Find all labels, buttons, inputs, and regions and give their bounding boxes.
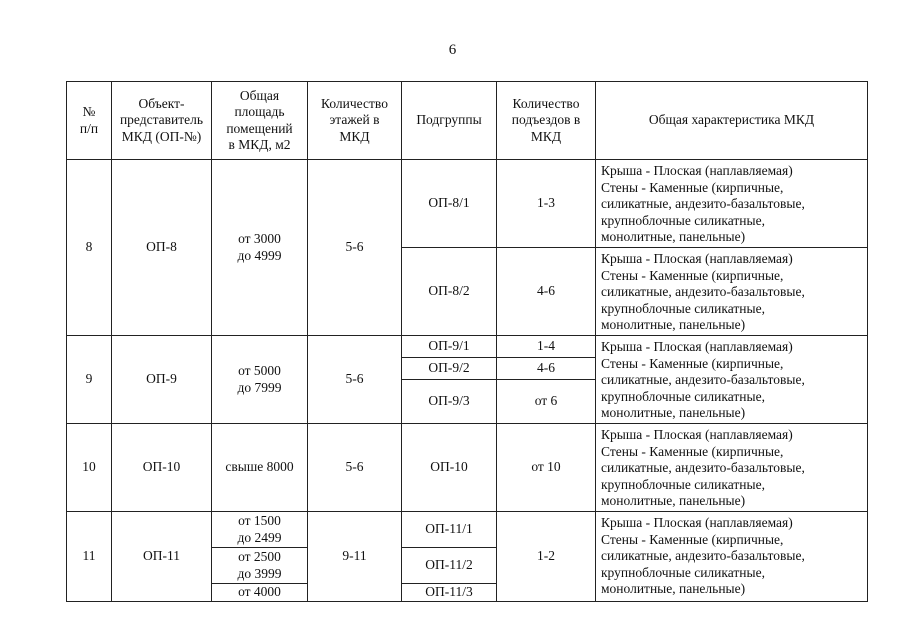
row-subgroup: ОП-9/3 — [402, 380, 497, 424]
row-area: от 4000 — [212, 584, 308, 602]
header-area: Общая площадь помещений в МКД, м2 — [212, 82, 308, 160]
row-entrances: 1-2 — [497, 512, 596, 602]
row-entrances: 1-3 — [497, 160, 596, 248]
row-characteristic: Крыша - Плоская (наплавляемая) Стены - Каменные (кирпичные, силикатные, андезито-базальтовые, крупноблочные силикатные, монолитные, панельные) — [596, 248, 868, 336]
row-entrances: 1-4 — [497, 336, 596, 358]
header-subgroups: Подгруппы — [402, 82, 497, 160]
row-floors: 9-11 — [308, 512, 402, 602]
header-object: Объект- представитель МКД (ОП-№) — [112, 82, 212, 160]
row-floors: 5-6 — [308, 336, 402, 424]
row-entrances: от 10 — [497, 424, 596, 512]
row-number: 9 — [67, 336, 112, 424]
row-subgroup: ОП-8/2 — [402, 248, 497, 336]
page-number: 6 — [448, 42, 457, 58]
row-object: ОП-9 — [112, 336, 212, 424]
row-characteristic: Крыша - Плоская (наплавляемая) Стены - Каменные (кирпичные, силикатные, андезито-базальтовые, крупноблочные силикатные, монолитные, панельные) — [596, 336, 868, 424]
row-area: от 2500 до 3999 — [212, 548, 308, 584]
row-subgroup: ОП-10 — [402, 424, 497, 512]
row-characteristic: Крыша - Плоская (наплавляемая) Стены - Каменные (кирпичные, силикатные, андезито-базальтовые, крупноблочные силикатные, монолитные, панельные) — [596, 424, 868, 512]
row-number: 10 — [67, 424, 112, 512]
header-number: № п/п — [67, 82, 112, 160]
row-subgroup: ОП-11/1 — [402, 512, 497, 548]
row-area: свыше 8000 — [212, 424, 308, 512]
table-row — [67, 424, 868, 512]
mkd-table — [66, 81, 868, 602]
row-subgroup: ОП-9/2 — [402, 358, 497, 380]
row-object: ОП-11 — [112, 512, 212, 602]
row-entrances: 4-6 — [497, 248, 596, 336]
row-subgroup: ОП-9/1 — [402, 336, 497, 358]
header-row — [67, 82, 868, 160]
row-characteristic: Крыша - Плоская (наплавляемая) Стены - Каменные (кирпичные, силикатные, андезито-базальтовые, крупноблочные силикатные, монолитные, панельные) — [596, 512, 868, 602]
row-floors: 5-6 — [308, 424, 402, 512]
row-number: 11 — [67, 512, 112, 602]
table-row — [67, 336, 868, 358]
row-entrances: от 6 — [497, 380, 596, 424]
header-floors: Количество этажей в МКД — [308, 82, 402, 160]
row-area: от 5000 до 7999 — [212, 336, 308, 424]
row-object: ОП-10 — [112, 424, 212, 512]
header-characteristic: Общая характеристика МКД — [596, 82, 868, 160]
row-subgroup: ОП-11/3 — [402, 584, 497, 602]
row-subgroup: ОП-8/1 — [402, 160, 497, 248]
table-row — [67, 160, 868, 248]
table-row — [67, 512, 868, 530]
row-floors: 5-6 — [308, 160, 402, 336]
row-area: от 1500 до 2499 — [212, 512, 308, 548]
row-characteristic: Крыша - Плоская (наплавляемая) Стены - Каменные (кирпичные, силикатные, андезито-базальтовые, крупноблочные силикатные, монолитные, панельные) — [596, 160, 868, 248]
row-number: 8 — [67, 160, 112, 336]
header-entrances: Количество подъездов в МКД — [497, 82, 596, 160]
row-area: от 3000 до 4999 — [212, 160, 308, 336]
row-subgroup: ОП-11/2 — [402, 548, 497, 584]
row-object: ОП-8 — [112, 160, 212, 336]
row-entrances: 4-6 — [497, 358, 596, 380]
